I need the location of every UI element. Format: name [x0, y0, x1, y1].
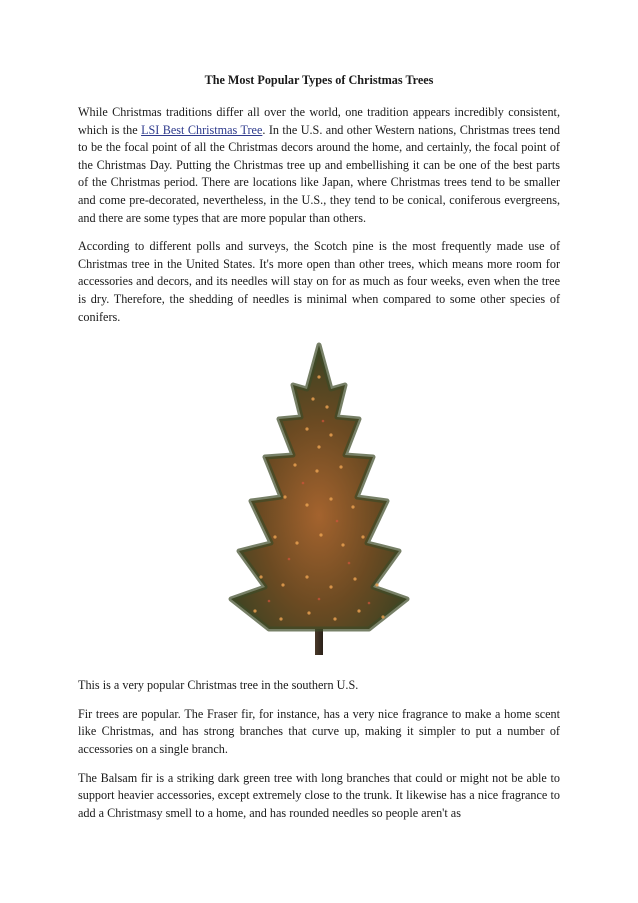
- intro-text-before-link: While Christmas traditions differ all over the world, one tradition appears incredibly consistent, which is the: [78, 105, 560, 137]
- scotch-pine-paragraph: According to different polls and surveys, the Scotch pine is the most frequently made use of Christmas tree in the United States. It's more open than other trees, which means more room for accessories and decors, and its needles will stay on for as much as four weeks, even when the tree is dry. Therefore, the shedding of needles is minimal when compared to some other species of conifers.: [78, 239, 560, 324]
- document-page: [78, 72, 560, 833]
- intro-text-after-link: . In the U.S. and other Western nations, Christmas trees tend to be the focal point of all the Christmas decors around the home, and certainly, the focal point of the Christmas Day. Putting the Christmas tree up and embellishing it can be one of the best parts of the Christmas period. There are locations like Japan, where Christmas trees tend to be smaller and come pre-decorated, nevertheless, in the U.S., they tend to be conical, coniferous evergreens, and there are some types that are more popular than others.: [78, 122, 560, 225]
- fir-trees-paragraph: Fir trees are popular. The Fraser fir, for instance, has a very nice fragrance to make a home scent like Christmas, and has strong branches that curve up, making it simpler to put a number of accessories on a single branch.: [78, 706, 560, 756]
- intro-paragraph: [78, 104, 560, 227]
- document-title: The Most Popular Types of Christmas Trees: [204, 73, 434, 87]
- image-caption: This is a very popular Christmas tree in the southern U.S.: [78, 678, 359, 693]
- best-christmas-tree-link[interactable]: LSI Best Christmas Tree: [141, 122, 263, 137]
- christmas-tree-image: [78, 337, 560, 663]
- balsam-fir-paragraph: The Balsam fir is a striking dark green tree with long branches that could or might not be able to support heavier accessories, except extremely close to the trunk. It likewise has a nice fragrance to add a Christmasy smell to a home, and has rounded needles so people aren't as: [78, 770, 560, 820]
- christmas-tree-photo-icon: [219, 337, 419, 663]
